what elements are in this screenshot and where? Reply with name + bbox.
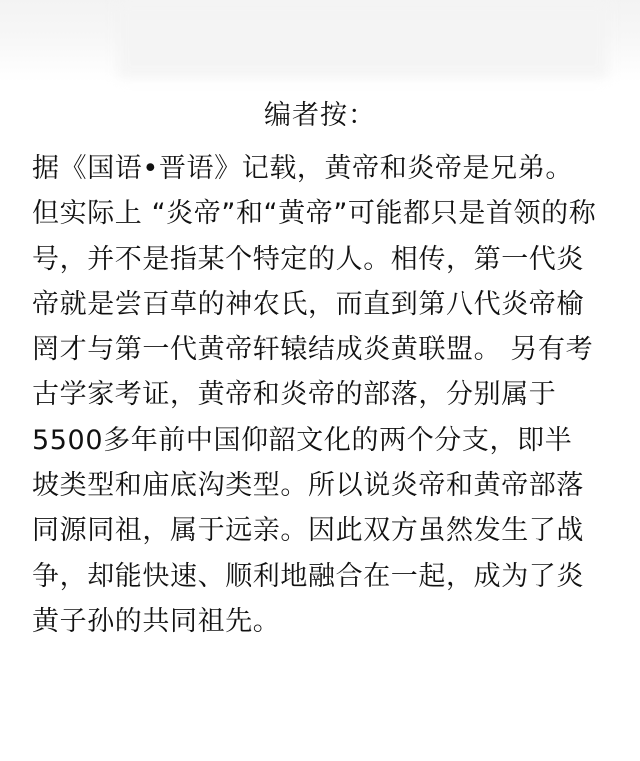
body-line: 帝就是尝百草的神农氏，而直到第八代炎帝榆 [32, 288, 584, 320]
body-line: 罔才与第一代黄帝轩辕结成炎黄联盟。 另有考 [32, 334, 594, 366]
note-title: 编者按： [264, 100, 376, 131]
body-line: 争，却能快速、顺利地融合在一起，成为了炎 [32, 560, 584, 592]
body-line: 坡类型和庙底沟类型。所以说炎帝和黄帝部落 [32, 470, 584, 502]
body-line: 黄子孙的共同祖先。 [32, 605, 281, 637]
body-line: 但实际上 “炎帝”和“黄帝”可能都只是首领的称 [32, 198, 597, 230]
blurred-header-area [0, 0, 640, 82]
note-body [32, 146, 616, 644]
body-line: 5500多年前中国仰韶文化的两个分支，即半 [32, 424, 573, 456]
body-line: 同源同祖，属于远亲。因此双方虽然发生了战 [32, 515, 584, 547]
body-line: 号，并不是指某个特定的人。相传，第一代炎 [32, 243, 584, 275]
body-line: 据《国语•晋语》记载，黄帝和炎帝是兄弟。 [32, 153, 573, 184]
body-line: 古学家考证，黄帝和炎帝的部落，分别属于 [32, 379, 557, 411]
